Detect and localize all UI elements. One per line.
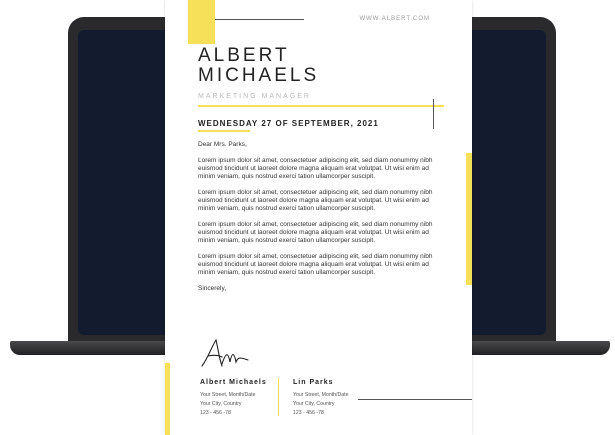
paragraph: Lorem ipsum dolor sit amet, consectetuer adipiscing elit, sed diam nonummy nibh euismod tincidunt ut laoreet dolore magna aliquam erat volutpat. Ut wisi enim ad minim veniam, quis nostrud exerci tation ullamcorper suscipit.: [198, 220, 433, 245]
divider-vertical: [433, 99, 434, 129]
sender-address: Your Street, Month/Date: [200, 392, 256, 398]
paragraph: Lorem ipsum dolor sit amet, consectetuer adipiscing elit, sed diam nonummy nibh euismod tincidunt ut laoreet dolore magna aliquam erat volutpat. Ut wisi enim ad minim veniam, quis nostrud exerci tation ullamcorper suscipit.: [198, 188, 433, 213]
accent-bar-bottom: [165, 363, 170, 435]
sender-name-heading: [198, 46, 319, 86]
name-first: ALBERT: [198, 45, 290, 66]
contact-divider: [278, 378, 279, 416]
job-title: MARKETING MANAGER: [198, 93, 311, 100]
recipient-city: Your City, Country: [293, 401, 335, 407]
signature-icon: [200, 336, 252, 370]
sender-contact: [200, 379, 267, 418]
recipient-address: Your Street, Month/Date: [293, 392, 349, 398]
recipient-phone: 123 - 456 -78: [293, 410, 324, 416]
sender-contact-name: Albert Michaels: [200, 379, 267, 386]
letter-date: WEDNESDAY 27 OF SEPTEMBER, 2021: [198, 119, 379, 128]
letter-page: [165, 0, 472, 435]
salutation: Dear Mrs. Parks,: [198, 141, 247, 148]
recipient-contact-name: Lin Parks: [293, 379, 334, 386]
website-text: WWW.ALBERT.COM: [359, 16, 430, 22]
sender-phone: 123 - 456 -78: [200, 410, 231, 416]
sender-city: Your City, Country: [200, 401, 242, 407]
paragraph: Lorem ipsum dolor sit amet, consectetuer adipiscing elit, sed diam nonummy nibh euismod tincidunt ut laoreet dolore magna aliquam erat volutpat. Ut wisi enim ad minim veniam, quis nostrud exerci tation ullamcorper suscipit.: [198, 156, 433, 181]
divider-bottom: [358, 399, 472, 400]
recipient-contact: [293, 379, 348, 418]
divider-top: [215, 19, 304, 20]
name-last: MICHAELS: [198, 65, 320, 86]
accent-rule: [198, 105, 444, 107]
closing: Sincerely,: [198, 285, 227, 293]
accent-bar-right: [466, 153, 472, 285]
accent-block-top: [188, 0, 215, 44]
letter-body: [198, 141, 443, 301]
paragraph: Lorem ipsum dolor sit amet, consectetuer adipiscing elit, sed diam nonummy nibh euismod tincidunt ut laoreet dolore magna aliquam erat volutpat. Ut wisi enim ad minim veniam, quis nostrud exerci tation ullamcorper suscipit.: [198, 253, 433, 277]
date-underline: [198, 130, 250, 132]
